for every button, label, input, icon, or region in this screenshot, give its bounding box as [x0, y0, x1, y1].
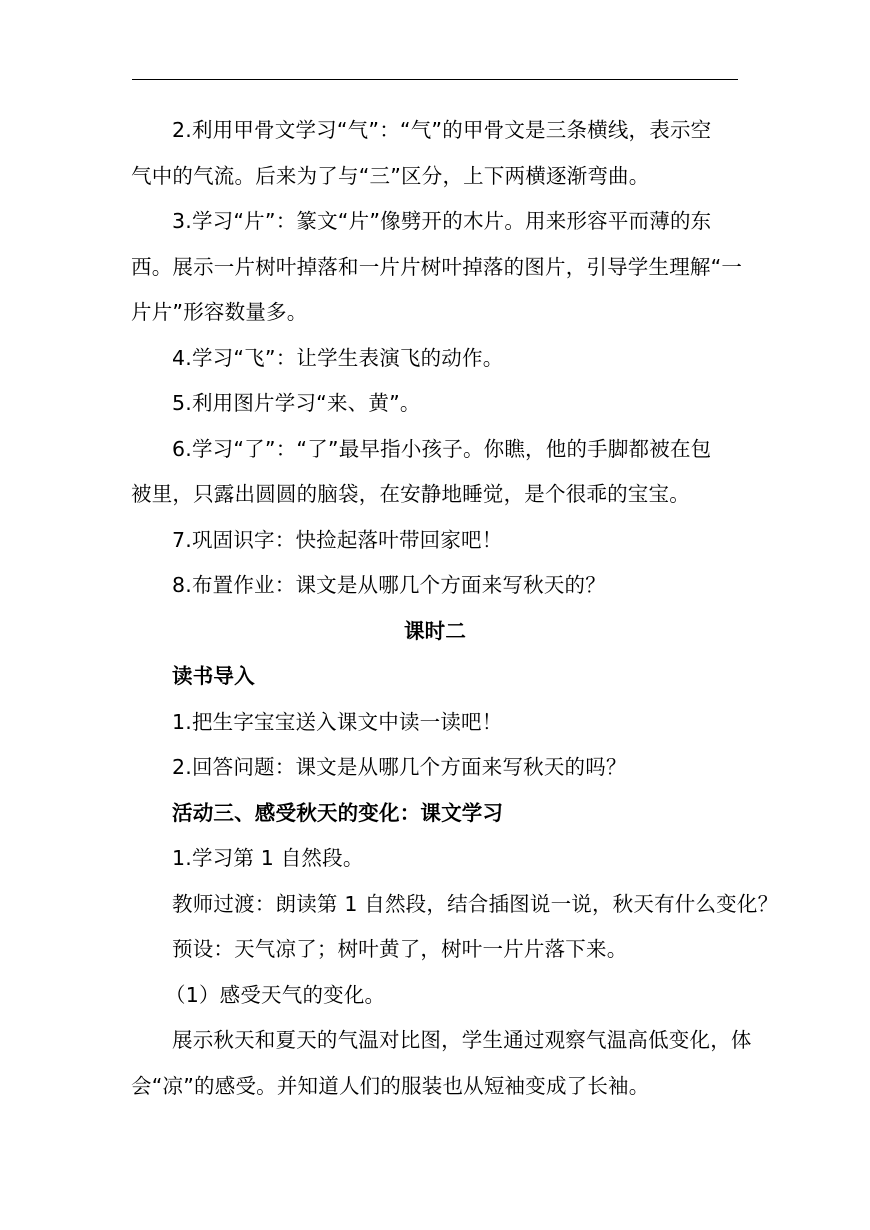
text-line: 6.学习“了”：“了”最早指小孩子。你瞧，他的手脚都被在包 [172, 436, 712, 461]
section-heading-reading: 读书导入 [172, 664, 255, 688]
text-line: 片片”形容数量多。 [131, 300, 308, 324]
paragraph-pian [131, 199, 743, 336]
text-line: 展示秋天和夏天的气温对比图，学生通过观察气温高低变化，体 [172, 1028, 752, 1052]
text-line: 气中的气流。后来为了与“三”区分，上下两横逐渐弯曲。 [131, 163, 650, 188]
list-item: 1.学习第 1 自然段。 [172, 846, 364, 870]
text-line: 5.利用图片学习“来、黄”。 [172, 391, 421, 415]
section-title: 课时二 [403, 618, 467, 643]
teacher-transition: 教师过渡：朗读第 1 自然段，结合插图说一说，秋天有什么变化？ [172, 891, 779, 916]
text-line: 7.巩固识字：快捡起落叶带回家吧！ [172, 527, 503, 552]
text-line: 西。展示一片树叶掉落和一片片树叶掉落的图片，引导学生理解“一 [131, 254, 743, 279]
paragraph-temperature [131, 1018, 752, 1109]
paragraph-lai-huang [131, 381, 739, 427]
document-body [131, 108, 779, 1109]
sub-item: （1）感受天气的变化。 [165, 982, 386, 1007]
paragraph-review [131, 518, 739, 564]
text-line: 被里，只露出圆圆的脑袋，在安静地睡觉，是个很乖的宝宝。 [131, 482, 690, 506]
list-item: 1.把生字宝宝送入课文中读一读吧！ [172, 709, 503, 734]
list-item: 2.回答问题：课文是从哪几个方面来写秋天的吗？ [172, 755, 627, 779]
text-line: 3.学习“片”：篆文“片”像劈开的木片。用来形容平而薄的东 [172, 209, 712, 233]
paragraph-homework [131, 563, 739, 609]
text-line: 4.学习“飞”：让学生表演飞的动作。 [172, 345, 504, 370]
paragraph-fei [131, 336, 739, 382]
paragraph-le [131, 427, 739, 518]
section-heading-activity: 活动三、感受秋天的变化：课文学习 [172, 800, 504, 825]
preset-answer: 预设：天气凉了；树叶黄了，树叶一片片落下来。 [172, 937, 628, 961]
header-rule [132, 79, 738, 80]
paragraph-qi [131, 108, 739, 199]
text-line: 8.布置作业：课文是从哪几个方面来写秋天的？ [172, 573, 606, 597]
text-line: 2.利用甲骨文学习“气”：“气”的甲骨文是三条横线，表示空 [172, 118, 712, 142]
text-line: 会“凉”的感受。并知道人们的服装也从短袖变成了长袖。 [131, 1073, 650, 1098]
